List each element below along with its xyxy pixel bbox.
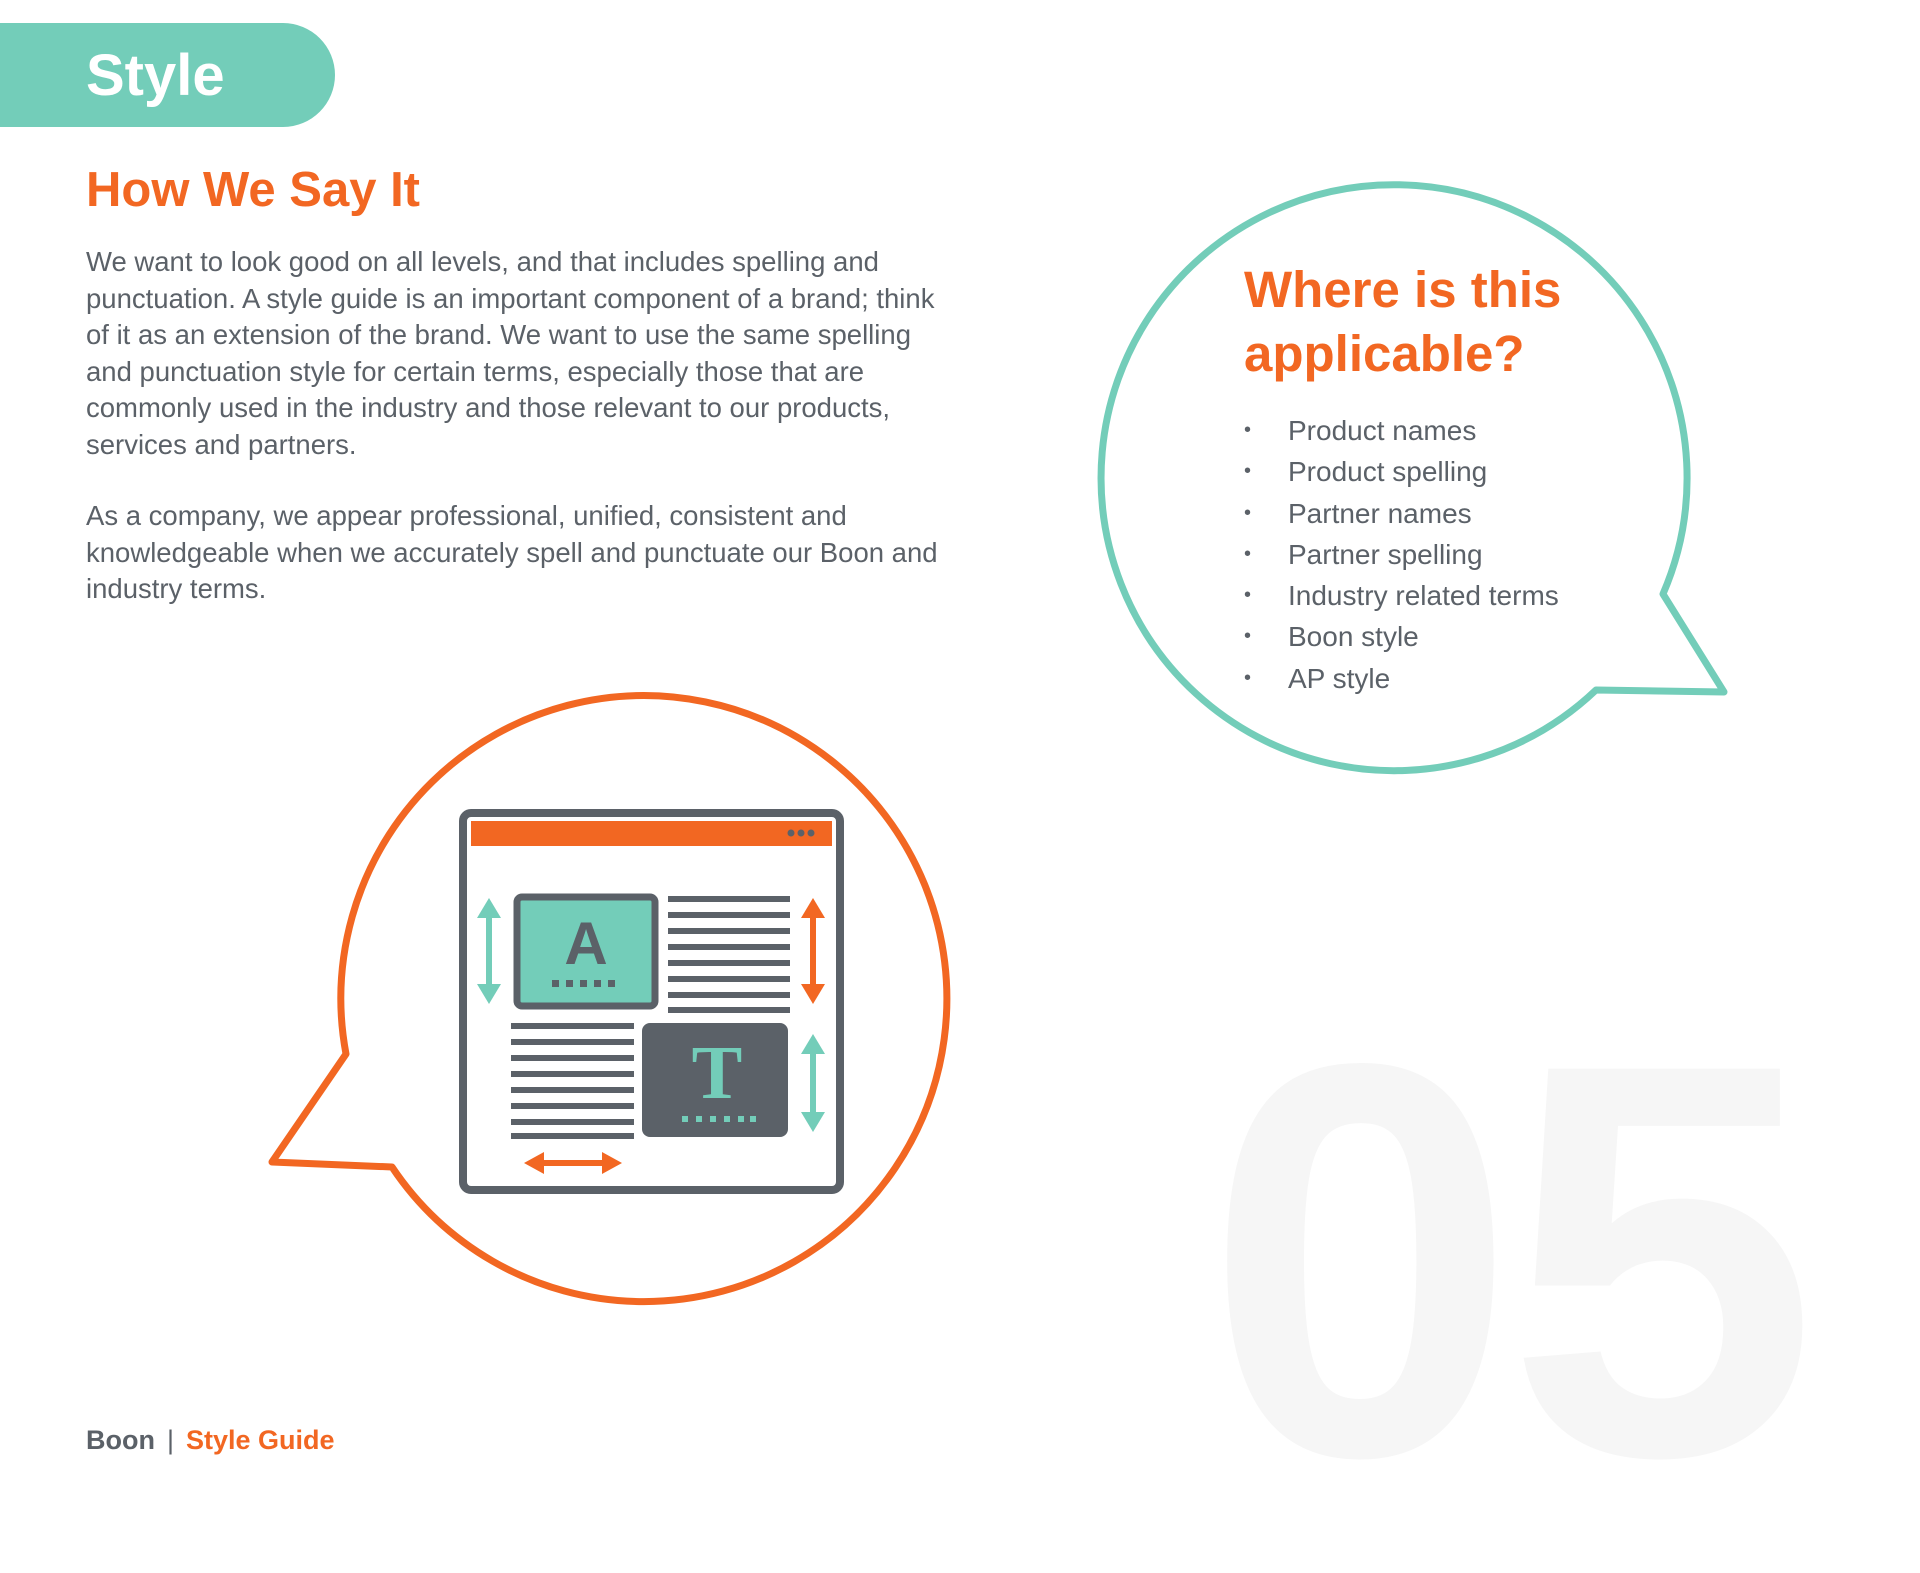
illustration-letter-a: A bbox=[564, 910, 608, 977]
list-item: • Product spelling bbox=[1244, 451, 1559, 492]
footer bbox=[86, 1422, 335, 1458]
second-paragraph: As a company, we appear professional, unified, consistent and knowledgeable when we accurately spell and punctuate our Boon and industry terms. bbox=[86, 500, 938, 604]
list-item: • Partner spelling bbox=[1244, 534, 1559, 575]
applicable-list bbox=[1244, 410, 1559, 699]
list-item: • AP style bbox=[1244, 658, 1559, 699]
applicable-title: Where is this applicable? bbox=[1244, 261, 1562, 382]
footer-separator: | bbox=[166, 1425, 174, 1455]
layout-illustration-icon bbox=[463, 813, 840, 1190]
list-item: • Partner names bbox=[1244, 493, 1559, 534]
section-tab-label: Style bbox=[86, 43, 225, 108]
footer-guide-label: Style Guide bbox=[186, 1425, 335, 1455]
footer-brand: Boon bbox=[86, 1425, 155, 1455]
list-item: • Product names bbox=[1244, 410, 1559, 451]
illustration-letter-t: T bbox=[691, 1031, 743, 1115]
list-item: • Boon style bbox=[1244, 616, 1559, 657]
intro-paragraph: We want to look good on all levels, and that includes spelling and punctuation. A style guide is an important component of a brand; think of it as an extension of the brand. We want to use the same spelling and punctuation style for certain terms, especially those that are commonly used in the industry and those relevant to our products, services and partners. bbox=[86, 246, 935, 460]
page-heading: How We Say It bbox=[86, 163, 421, 217]
list-item: • Industry related terms bbox=[1244, 575, 1559, 616]
page-number: 05 bbox=[1205, 947, 1808, 1573]
